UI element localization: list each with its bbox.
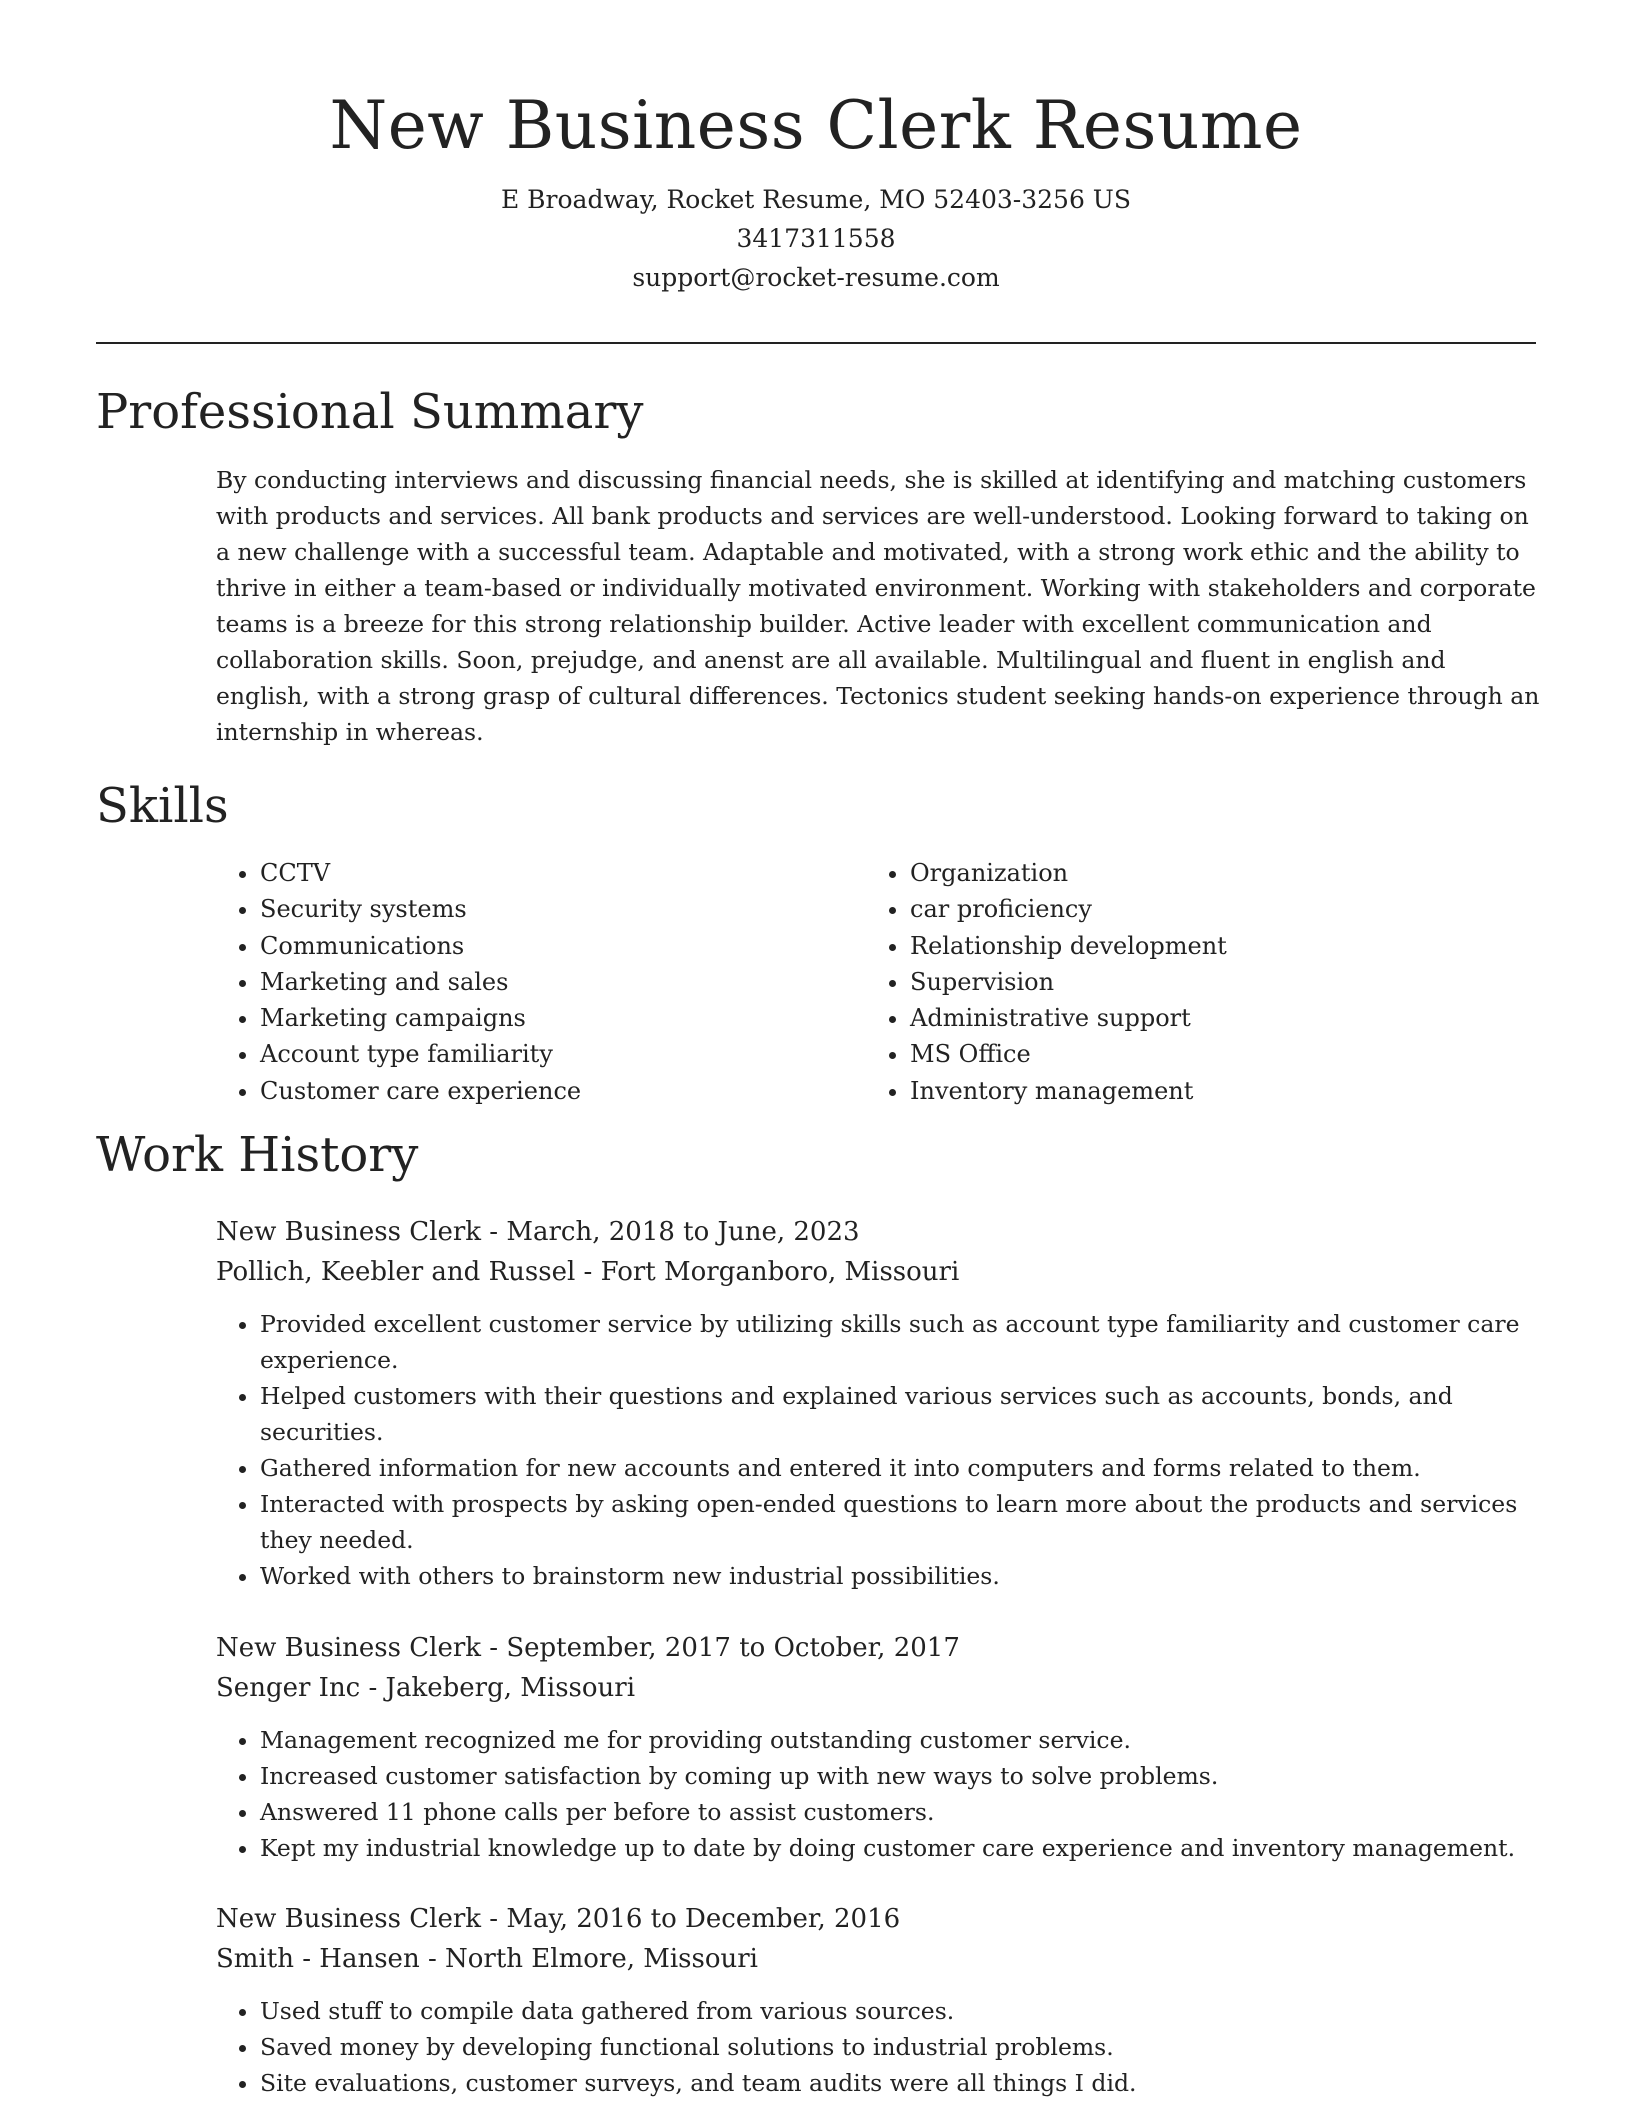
header-divider [96,342,1536,344]
job-title: New Business Clerk - March, 2018 to June, 2023 [216,1217,860,1247]
job-duty: • Helped customers with their questions and explained various services such as accounts, bonds, and securities. [260,1378,1541,1450]
job-duties [216,1306,1541,1594]
job-duty: • Saved money by developing functional solutions to industrial problems. [260,2029,1541,2065]
contact-info [96,180,1536,297]
skill-item: • Marketing campaigns [260,1000,860,1036]
skills-heading: Skills [96,778,229,834]
job-title: New Business Clerk - September, 2017 to October, 2017 [216,1633,960,1663]
skill-item: • MS Office [910,1036,1510,1072]
job-company: Smith - Hansen - North Elmore, Missouri [216,1944,759,1974]
skill-item: • Account type familiarity [260,1036,860,1072]
contact-email: support@rocket-resume.com [632,263,1000,292]
job-duty: • Worked with others to brainstorm new industrial possibilities. [260,1558,1541,1594]
skill-item: • Customer care experience [260,1073,860,1109]
job-duty: • Site evaluations, customer surveys, and team audits were all things I did. [260,2065,1541,2101]
job-duty: • Gathered information for new accounts and entered it into computers and forms related to them. [260,1450,1541,1486]
resume-header [96,82,1536,297]
summary-text: By conducting interviews and discussing financial needs, she is skilled at identifying and matching customers with products and services. All bank products and services are well-understood. Looking forward to taking on a new challenge with a successful team. Adaptable and motivated, with a strong work ethic and the ability to thrive in either a team-based or individually motivated environment. Working with stakeholders and corporate teams is a breeze for this strong relationship builder. Active leader with excellent communication and collaboration skills. Soon, prejudge, and anenst are all available. Multilingual and fluent in english and english, with a strong grasp of cultural differences. Tectonics student seeking hands-on experience through an internship in whereas. [216,466,1540,746]
work-history-heading: Work History [96,1127,419,1183]
job-company: Senger Inc - Jakeberg, Missouri [216,1673,636,1703]
skill-item: • Relationship development [910,928,1510,964]
skill-item: • Administrative support [910,1000,1510,1036]
skill-item: • car proficiency [910,891,1510,927]
skill-item: • Supervision [910,964,1510,1000]
job-duties [216,1722,1541,1866]
job-duty: • Kept my industrial knowledge up to date by doing customer care experience and inventory management. [260,1830,1541,1866]
job-duty: • Answered 11 phone calls per before to assist customers. [260,1794,1541,1830]
job-entry [216,1212,1541,1594]
job-duty: • Provided excellent customer service by utilizing skills such as account type familiarity and customer care experience. [260,1306,1541,1378]
skill-item: • Organization [910,855,1510,891]
job-company: Pollich, Keebler and Russel - Fort Morganboro, Missouri [216,1257,960,1287]
contact-phone: 3417311558 [736,224,896,253]
job-entry [216,1899,1541,2101]
skill-item: • Marketing and sales [260,964,860,1000]
skill-item: • CCTV [260,855,860,891]
job-duty: • Increased customer satisfaction by coming up with new ways to solve problems. [260,1758,1541,1794]
skills-list-left [216,855,860,1109]
skill-item: • Communications [260,928,860,964]
job-duty: • Management recognized me for providing outstanding customer service. [260,1722,1541,1758]
skill-item: • Security systems [260,891,860,927]
job-title: New Business Clerk - May, 2016 to December, 2016 [216,1904,901,1934]
job-duty: • Interacted with prospects by asking open-ended questions to learn more about the products and services they needed. [260,1486,1541,1558]
job-duty: • Used stuff to compile data gathered from various sources. [260,1993,1541,2029]
resume-title: New Business Clerk Resume [329,87,1303,164]
job-duties [216,1993,1541,2101]
contact-address: E Broadway, Rocket Resume, MO 52403-3256 US [500,185,1132,214]
summary-heading: Professional Summary [96,384,644,440]
skills-list-right [866,855,1510,1109]
job-entry [216,1628,1541,1866]
skill-item: • Inventory management [910,1073,1510,1109]
